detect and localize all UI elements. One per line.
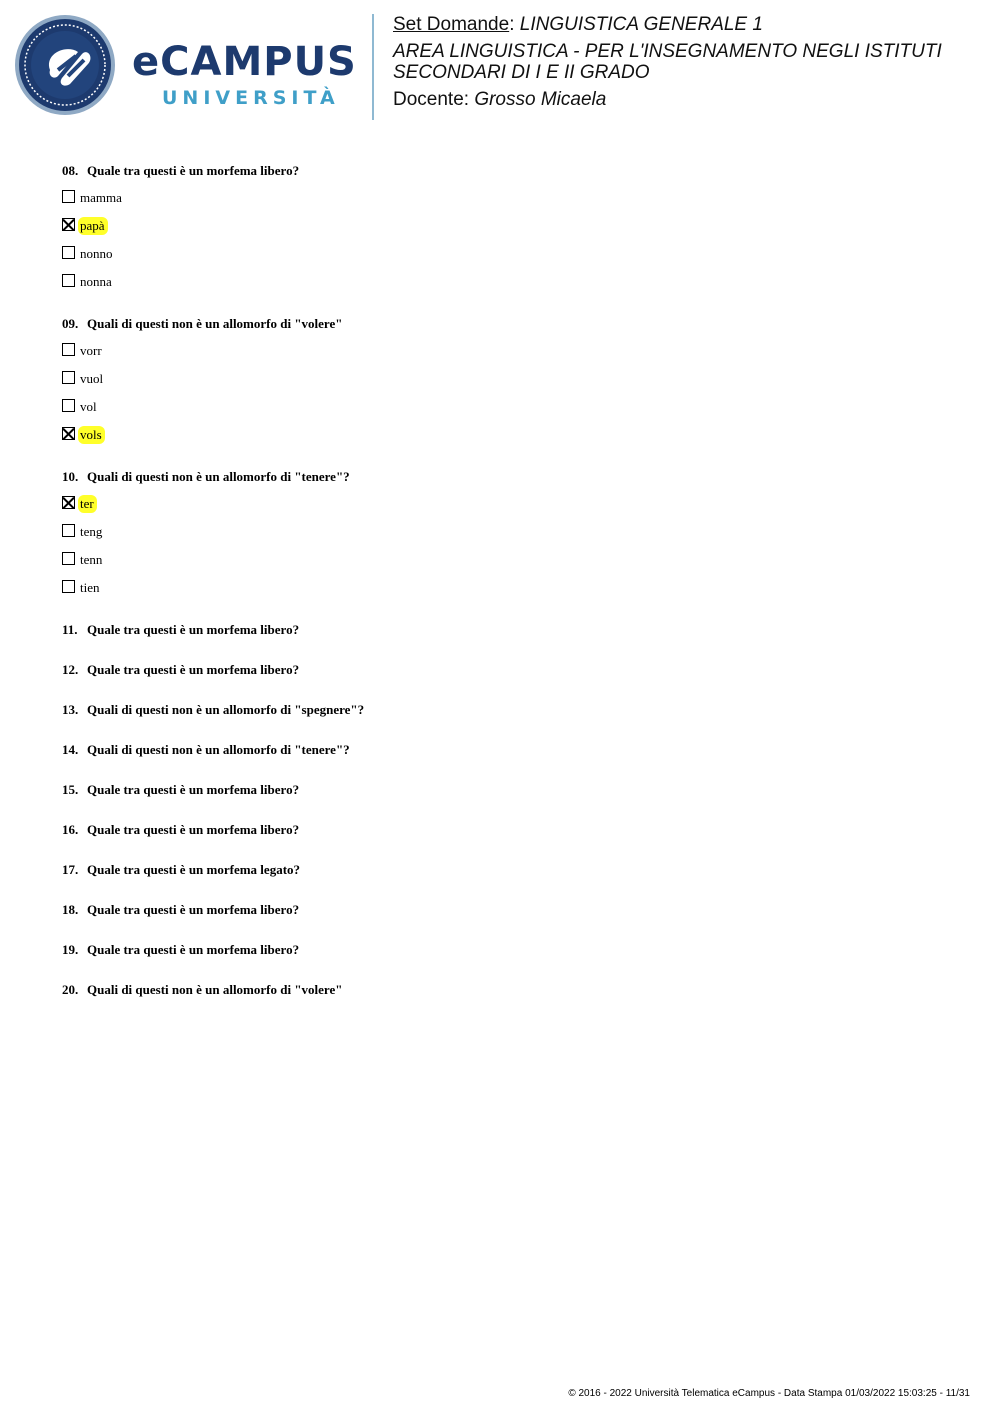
- option-label: nonno: [80, 246, 113, 261]
- question-number: 19.: [62, 942, 79, 957]
- option-label: tenn: [80, 552, 103, 567]
- answer-option[interactable]: [62, 217, 942, 235]
- question-text: Quale tra questi è un morfema legato?: [87, 862, 301, 877]
- question-item: [62, 468, 942, 597]
- checked-checkbox[interactable]: [62, 427, 75, 440]
- question-list: [62, 162, 942, 1021]
- question-item: [62, 861, 942, 878]
- question-text: Quale tra questi è un morfema libero?: [87, 822, 300, 837]
- question-number: 12.: [62, 662, 79, 677]
- answer-option[interactable]: [62, 579, 942, 597]
- question-text: Quali di questi non è un allomorfo di "tenere"?: [87, 469, 350, 484]
- question-text: Quali di questi non è un allomorfo di "volere": [87, 316, 343, 331]
- question-text: Quale tra questi è un morfema libero?: [87, 662, 300, 677]
- question-title: [62, 821, 942, 838]
- question-title: [62, 315, 942, 332]
- question-number: 20.: [62, 982, 79, 997]
- question-title: [62, 468, 942, 485]
- option-label: nonna: [80, 274, 112, 289]
- question-title: [62, 981, 942, 998]
- question-number: 18.: [62, 902, 79, 917]
- question-item: [62, 661, 942, 678]
- question-number: 08.: [62, 163, 79, 178]
- teacher-label: Docente:: [393, 89, 475, 110]
- answer-option[interactable]: [62, 370, 942, 388]
- header-info: [393, 14, 973, 110]
- question-title: [62, 621, 942, 638]
- question-text: Quale tra questi è un morfema libero?: [87, 622, 300, 637]
- header-divider: [372, 14, 374, 120]
- answer-option[interactable]: [62, 342, 942, 360]
- question-item: [62, 941, 942, 958]
- question-title: [62, 781, 942, 798]
- question-item: [62, 741, 942, 758]
- answer-option[interactable]: [62, 426, 942, 444]
- teacher-name: Grosso Micaela: [474, 89, 607, 110]
- set-separator: :: [509, 14, 520, 35]
- question-text: Quale tra questi è un morfema libero?: [87, 902, 300, 917]
- checkbox[interactable]: [62, 274, 75, 287]
- option-label: ter: [78, 495, 97, 513]
- question-number: 14.: [62, 742, 79, 757]
- set-label: Set Domande: [393, 14, 510, 35]
- question-title: [62, 901, 942, 918]
- answer-option[interactable]: [62, 273, 942, 291]
- answer-option[interactable]: [62, 189, 942, 207]
- ecampus-seal-logo: [14, 14, 116, 116]
- ecampus-wordmark: [132, 39, 357, 109]
- question-item: [62, 781, 942, 798]
- checkbox[interactable]: [62, 552, 75, 565]
- checked-checkbox[interactable]: [62, 496, 75, 509]
- question-item: [62, 901, 942, 918]
- answer-option[interactable]: [62, 398, 942, 416]
- question-number: 10.: [62, 469, 79, 484]
- question-text: Quale tra questi è un morfema libero?: [87, 782, 300, 797]
- question-number: 11.: [62, 622, 78, 637]
- option-label: vuol: [80, 371, 104, 386]
- checkbox[interactable]: [62, 190, 75, 203]
- question-text: Quale tra questi è un morfema libero?: [87, 942, 300, 957]
- checkbox[interactable]: [62, 524, 75, 537]
- question-title: [62, 701, 942, 718]
- checkbox[interactable]: [62, 343, 75, 356]
- option-label: vols: [78, 426, 105, 444]
- question-title: [62, 741, 942, 758]
- question-item: [62, 162, 942, 291]
- teacher-line: [393, 89, 973, 110]
- option-label: vol: [80, 399, 97, 414]
- answer-option[interactable]: [62, 523, 942, 541]
- question-item: [62, 701, 942, 718]
- checkbox[interactable]: [62, 580, 75, 593]
- page-footer: © 2016 - 2022 Università Telematica eCampus - Data Stampa 01/03/2022 15:03:25 - 11/31: [568, 1388, 970, 1399]
- question-title: [62, 661, 942, 678]
- page-header: [0, 0, 1000, 130]
- question-text: Quali di questi non è un allomorfo di "volere": [87, 982, 343, 997]
- logo-subtitle-text: UNIVERSITÀ: [162, 87, 340, 109]
- option-label: tien: [80, 580, 100, 595]
- question-item: [62, 821, 942, 838]
- question-title: [62, 162, 942, 179]
- question-text: Quali di questi non è un allomorfo di "spegnere"?: [87, 702, 365, 717]
- option-label: mamma: [80, 190, 122, 205]
- question-title: [62, 861, 942, 878]
- question-text: Quali di questi non è un allomorfo di "tenere"?: [87, 742, 350, 757]
- question-number: 15.: [62, 782, 79, 797]
- option-label: teng: [80, 524, 103, 539]
- question-number: 13.: [62, 702, 79, 717]
- area-line: [393, 41, 973, 83]
- question-text: Quale tra questi è un morfema libero?: [87, 163, 300, 178]
- question-item: [62, 621, 942, 638]
- question-item: [62, 315, 942, 444]
- checkbox[interactable]: [62, 399, 75, 412]
- area-title: AREA LINGUISTICA - PER L'INSEGNAMENTO NEGLI ISTITUTI SECONDARI DI I E II GRADO: [393, 41, 942, 83]
- logo-wordmark-text: eCAMPUS: [132, 39, 357, 85]
- option-label: vorr: [80, 343, 102, 358]
- answer-option[interactable]: [62, 245, 942, 263]
- checkbox[interactable]: [62, 246, 75, 259]
- course-title: LINGUISTICA GENERALE 1: [519, 14, 763, 35]
- question-title: [62, 941, 942, 958]
- question-number: 09.: [62, 316, 79, 331]
- option-label: papà: [78, 217, 108, 235]
- question-item: [62, 981, 942, 998]
- checked-checkbox[interactable]: [62, 218, 75, 231]
- answer-option[interactable]: [62, 495, 942, 513]
- answer-option[interactable]: [62, 551, 942, 569]
- question-number: 16.: [62, 822, 79, 837]
- set-line: [393, 14, 973, 35]
- question-number: 17.: [62, 862, 79, 877]
- checkbox[interactable]: [62, 371, 75, 384]
